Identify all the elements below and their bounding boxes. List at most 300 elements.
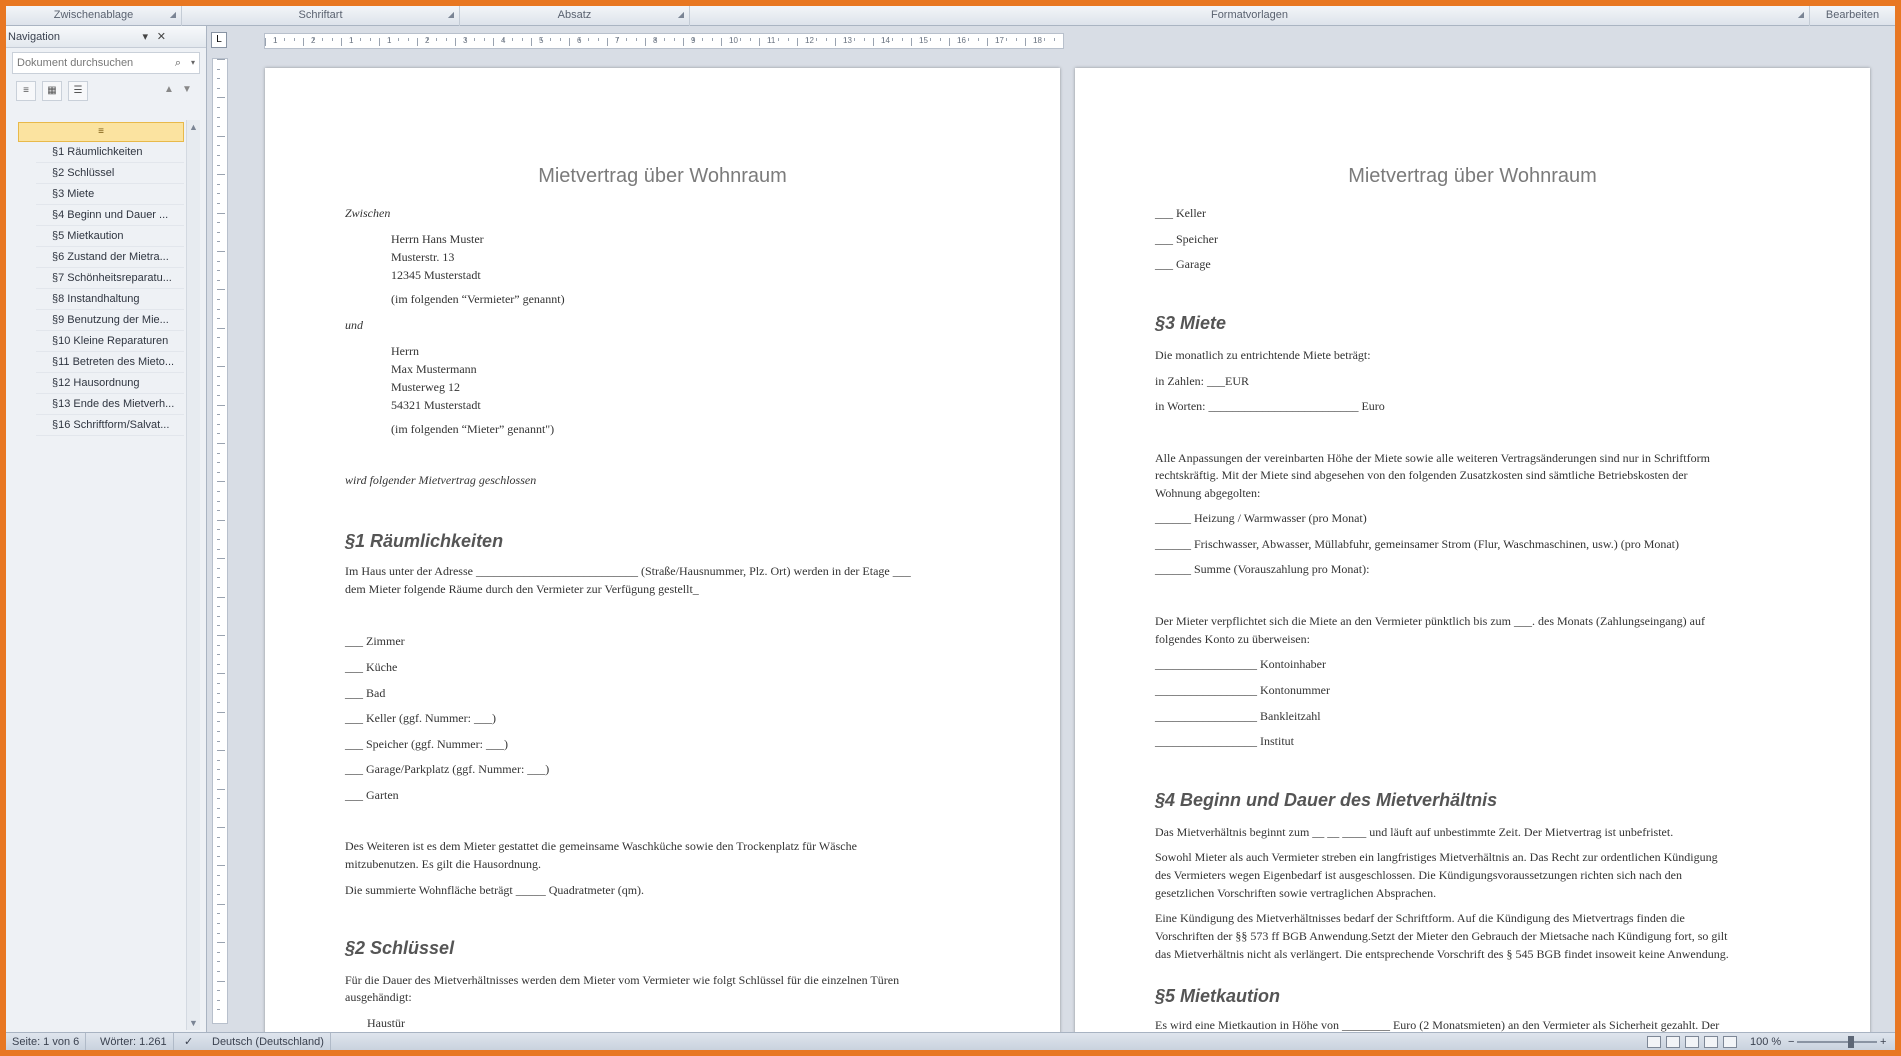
search-placeholder: Dokument durchsuchen bbox=[17, 57, 134, 69]
ruler-tick bbox=[797, 38, 798, 46]
heading-list bbox=[12, 122, 184, 1022]
document-title: Mietvertrag über Wohnraum bbox=[1348, 165, 1597, 187]
word-window bbox=[6, 6, 1895, 1050]
heading-item[interactable]: §12 Hausordnung bbox=[36, 373, 184, 394]
text-line: dem Mieter folgende Räume durch den Vermieter zur Verfügung gestellt_ bbox=[345, 582, 699, 596]
ruler-tick bbox=[531, 38, 532, 46]
ruler-tick bbox=[217, 155, 220, 156]
ruler-tick bbox=[217, 318, 220, 319]
ruler-tick bbox=[816, 38, 817, 41]
ruler-tick bbox=[873, 38, 874, 46]
ruler-tick bbox=[217, 270, 220, 271]
ruler-tick bbox=[217, 69, 220, 70]
full-screen-view-icon[interactable] bbox=[1666, 1036, 1680, 1048]
ruler-tick bbox=[217, 241, 220, 242]
text-line: _________________ Kontoinhaber bbox=[1155, 657, 1326, 671]
ruler-tick bbox=[217, 193, 220, 194]
ruler-tick bbox=[217, 309, 220, 310]
text-line: mitzubenutzen. Es gilt die Hausordnung. bbox=[345, 857, 541, 871]
document-search-input[interactable] bbox=[12, 52, 200, 74]
text-line: _________________ Institut bbox=[1155, 734, 1295, 748]
ruler-tick bbox=[569, 38, 570, 46]
text-line: ___ Speicher bbox=[1155, 232, 1218, 246]
heading-item[interactable]: §1 Räumlichkeiten bbox=[36, 142, 184, 163]
text-line: Zwischen bbox=[345, 206, 391, 220]
ruler-tick bbox=[408, 38, 409, 41]
ruler-tick bbox=[217, 942, 225, 943]
ruler-tick bbox=[217, 702, 220, 703]
ruler-tick bbox=[512, 38, 513, 41]
ruler-tick bbox=[217, 990, 220, 991]
ruler-tick bbox=[217, 856, 220, 857]
ruler-tick bbox=[217, 222, 220, 223]
ruler-tick bbox=[370, 38, 371, 41]
document-page-2[interactable] bbox=[1075, 68, 1870, 1038]
ruler-tick bbox=[217, 721, 220, 722]
heading-item-top[interactable]: ≡ bbox=[18, 122, 184, 142]
text-line: 12345 Musterstadt bbox=[391, 268, 481, 282]
ruler-tick bbox=[217, 117, 220, 118]
ruler-tick bbox=[217, 405, 225, 406]
language-indicator[interactable]: Deutsch (Deutschland) bbox=[206, 1033, 331, 1050]
ribbon-group-paragraph bbox=[460, 6, 690, 26]
text-line: ______ Heizung / Warmwasser (pro Monat) bbox=[1155, 511, 1367, 525]
ruler-tick bbox=[217, 174, 225, 175]
section-heading: §2 Schlüssel bbox=[345, 938, 455, 958]
ruler-number: 1 bbox=[273, 36, 278, 45]
ruler-tick bbox=[217, 328, 225, 329]
ruler-tick bbox=[217, 184, 220, 185]
ruler-tick bbox=[217, 712, 225, 713]
ruler-tick bbox=[636, 38, 637, 41]
ruler-tick bbox=[217, 952, 220, 953]
ruler-tick bbox=[217, 558, 225, 559]
section-heading: §1 Räumlichkeiten bbox=[345, 531, 504, 551]
ruler-tick bbox=[217, 1000, 220, 1001]
ruler-tick bbox=[217, 568, 220, 569]
text-line: Max Mustermann bbox=[391, 362, 477, 376]
ruler-number: 3 bbox=[463, 36, 468, 45]
search-icon[interactable]: ⌕ bbox=[174, 57, 181, 69]
zoom-in-icon[interactable]: + bbox=[1880, 1036, 1887, 1048]
ruler-number: 11 bbox=[767, 36, 776, 45]
text-line: gesetzlichen Vorschriften sowie vertraglichen Absprachen. bbox=[1155, 886, 1437, 900]
ruler-tick bbox=[217, 654, 220, 655]
scroll-down-icon[interactable]: ▼ bbox=[189, 1018, 198, 1028]
ruler-tick bbox=[217, 126, 220, 127]
previous-heading-icon[interactable]: ▲ bbox=[164, 84, 174, 95]
ruler-tick bbox=[217, 251, 225, 252]
ruler-tick bbox=[864, 38, 865, 41]
ruler-tick bbox=[217, 520, 225, 521]
ruler-tick bbox=[217, 846, 220, 847]
text-line: in Worten: _________________________ Euro bbox=[1155, 399, 1385, 413]
ruler-tick bbox=[217, 904, 225, 905]
navigation-pane bbox=[6, 26, 207, 1032]
text-line: Wohnung abgegolten: bbox=[1155, 486, 1261, 500]
outline-view-icon[interactable] bbox=[1704, 1036, 1718, 1048]
ruler-tick bbox=[217, 981, 225, 982]
ruler-tick bbox=[217, 462, 220, 463]
ruler-number: 12 bbox=[805, 36, 814, 45]
heading-item[interactable]: §2 Schlüssel bbox=[36, 163, 184, 184]
ruler-tick bbox=[493, 38, 494, 46]
text-line: Es wird eine Mietkaution in Höhe von ________ Euro (2 Monatsmieten) an den Vermieter als Sicherheit gezahlt. Der bbox=[1155, 1018, 1720, 1032]
ruler-tick bbox=[294, 38, 295, 41]
ruler-tick bbox=[217, 539, 220, 540]
search-options-icon[interactable]: ▾ bbox=[190, 58, 195, 67]
text-line: Im Haus unter der Adresse ___________________________ (Straße/Hausnummer, Plz. Ort) werden in der Etage ___ bbox=[345, 564, 911, 578]
ruler-tick bbox=[217, 366, 225, 367]
section-heading: §3 Miete bbox=[1155, 313, 1227, 333]
horizontal-ruler[interactable] bbox=[264, 33, 1064, 49]
heading-item[interactable]: §4 Beginn und Dauer ... bbox=[36, 205, 184, 226]
ruler-tick bbox=[217, 145, 220, 146]
ruler-tick bbox=[759, 38, 760, 46]
tab-selector[interactable]: L bbox=[211, 32, 227, 48]
ruler-tick bbox=[778, 38, 779, 41]
text-line: Herrn bbox=[391, 344, 419, 358]
ruler-tick bbox=[217, 443, 225, 444]
ruler-tick bbox=[217, 136, 225, 137]
ruler-tick bbox=[949, 38, 950, 46]
ruler-tick bbox=[560, 38, 561, 41]
ruler-tick bbox=[217, 645, 220, 646]
ruler-tick bbox=[217, 299, 220, 300]
dialog-launcher-icon[interactable]: ◢ bbox=[447, 10, 455, 19]
ruler-tick bbox=[854, 38, 855, 41]
ruler-tick bbox=[417, 38, 418, 46]
navigation-view-buttons bbox=[6, 78, 206, 104]
ruler-tick bbox=[217, 597, 225, 598]
text-line: Die summierte Wohnfläche beträgt _____ Quadratmeter (qm). bbox=[345, 883, 645, 897]
ruler-tick bbox=[217, 424, 220, 425]
zoom-slider-thumb[interactable] bbox=[1848, 1036, 1854, 1048]
navigation-scrollbar[interactable] bbox=[186, 120, 200, 1030]
ruler-tick bbox=[217, 817, 220, 818]
text-line: Haustür bbox=[367, 1016, 405, 1030]
ruler-tick bbox=[826, 38, 827, 41]
ruler-tick bbox=[217, 779, 220, 780]
results-view-icon[interactable]: ☰ bbox=[68, 81, 88, 101]
ruler-tick bbox=[645, 38, 646, 46]
ruler-tick bbox=[683, 38, 684, 46]
ruler-tick bbox=[217, 635, 225, 636]
ribbon-group-styles bbox=[690, 6, 1810, 26]
ruler-tick bbox=[217, 549, 220, 550]
ruler-tick bbox=[217, 673, 225, 674]
text-line: Das Mietverhältnis beginnt zum __ __ ____ und läuft auf unbestimmte Zeit. Der Mietvertrag ist unbefristet. bbox=[1155, 825, 1674, 839]
pane-options-icon[interactable]: ▾ bbox=[142, 31, 148, 43]
ruler-tick bbox=[930, 38, 931, 41]
ruler-tick bbox=[217, 961, 220, 962]
text-line: und bbox=[345, 318, 363, 332]
ruler-tick bbox=[217, 865, 225, 866]
text-line: rechtskräftig. Mit der Miete sind abgesehen von den folgenden Zusatzkosten sind sämtliche Betriebskosten der bbox=[1155, 468, 1688, 482]
ruler-tick bbox=[674, 38, 675, 41]
ruler-tick bbox=[626, 38, 627, 41]
ruler-tick bbox=[217, 760, 220, 761]
heading-item[interactable]: §3 Miete bbox=[36, 184, 184, 205]
ruler-tick bbox=[217, 395, 220, 396]
ribbon-group-label: Formatvorlagen bbox=[1210, 9, 1289, 21]
ruler-number: 16 bbox=[957, 36, 966, 45]
ruler-number: 5 bbox=[539, 36, 544, 45]
print-layout-view-icon[interactable] bbox=[1647, 1036, 1661, 1048]
ruler-tick bbox=[217, 606, 220, 607]
text-line: (im folgenden “Mieter” genannt") bbox=[391, 422, 555, 436]
ruler-tick bbox=[217, 837, 220, 838]
text-line: Vorschriften der §§ 573 ff BGB Anwendung.Setzt der Mieter den Gebrauch der Mietsache nach Kündigung fort, so gilt bbox=[1155, 929, 1728, 943]
text-line: Der Mieter verpflichtet sich die Miete an den Vermieter pünktlich bis zum ___. des Monats (Zahlungseingang) auf bbox=[1155, 614, 1705, 628]
ruler-tick bbox=[1054, 38, 1055, 41]
ruler-tick bbox=[217, 261, 220, 262]
dialog-launcher-icon[interactable]: ◢ bbox=[1797, 10, 1805, 19]
ruler-tick bbox=[217, 875, 220, 876]
ruler-tick bbox=[217, 481, 225, 482]
text-line: ___ Zimmer bbox=[345, 634, 405, 648]
text-line: 54321 Musterstadt bbox=[391, 398, 481, 412]
ruler-tick bbox=[217, 971, 220, 972]
vertical-ruler[interactable] bbox=[212, 58, 228, 1024]
web-layout-view-icon[interactable] bbox=[1685, 1036, 1699, 1048]
ruler-tick bbox=[1016, 38, 1017, 41]
scroll-up-icon[interactable]: ▲ bbox=[189, 122, 198, 132]
ruler-tick bbox=[217, 385, 220, 386]
ruler-tick bbox=[835, 38, 836, 46]
ruler-number: 9 bbox=[691, 36, 696, 45]
zoom-slider[interactable] bbox=[1797, 1041, 1877, 1043]
ruler-tick bbox=[217, 789, 225, 790]
text-line: ___ Küche bbox=[345, 660, 398, 674]
ruler-number: 8 bbox=[653, 36, 658, 45]
ruler-tick bbox=[436, 38, 437, 41]
ruler-tick bbox=[455, 38, 456, 46]
ruler-tick bbox=[217, 683, 220, 684]
ruler-tick bbox=[360, 38, 361, 41]
ruler-tick bbox=[265, 38, 266, 46]
ruler-tick bbox=[217, 827, 225, 828]
ruler-tick bbox=[522, 38, 523, 41]
ruler-tick bbox=[217, 769, 220, 770]
section-heading: §5 Mietkaution bbox=[1155, 986, 1281, 1006]
ruler-tick bbox=[341, 38, 342, 46]
document-title: Mietvertrag über Wohnraum bbox=[538, 165, 787, 187]
pages-view-icon[interactable]: ▦ bbox=[42, 81, 62, 101]
ruler-tick bbox=[217, 616, 220, 617]
close-pane-icon[interactable]: ✕ bbox=[156, 31, 166, 43]
next-heading-icon[interactable]: ▼ bbox=[182, 84, 192, 95]
ruler-tick bbox=[217, 453, 220, 454]
ruler-tick bbox=[217, 501, 220, 502]
ruler-tick bbox=[217, 414, 220, 415]
ruler-tick bbox=[217, 97, 225, 98]
ruler-tick bbox=[398, 38, 399, 41]
ruler-tick bbox=[217, 933, 220, 934]
draft-view-icon[interactable] bbox=[1723, 1036, 1737, 1048]
ruler-tick bbox=[217, 472, 220, 473]
ribbon-group-clipboard bbox=[6, 6, 182, 26]
ruler-tick bbox=[788, 38, 789, 41]
ruler-tick bbox=[217, 529, 220, 530]
ruler-tick bbox=[217, 625, 220, 626]
text-line: ___ Keller bbox=[1155, 206, 1206, 220]
text-line: Sowohl Mieter als auch Vermieter streben ein langfristiges Mietverhältnis an. Das Recht zur ordentlichen Kündigung bbox=[1155, 850, 1718, 864]
text-line: ___ Speicher (ggf. Nummer: ___) bbox=[345, 737, 508, 751]
ruler-number: 2 bbox=[425, 36, 430, 45]
ruler-tick bbox=[217, 203, 220, 204]
ruler-tick bbox=[217, 376, 220, 377]
ruler-tick bbox=[217, 587, 220, 588]
ribbon-group-label: Schriftart bbox=[298, 9, 343, 21]
ruler-tick bbox=[978, 38, 979, 41]
ruler-tick bbox=[217, 433, 220, 434]
ruler-tick bbox=[217, 107, 220, 108]
ruler-number: 6 bbox=[577, 36, 582, 45]
ruler-tick bbox=[217, 741, 220, 742]
ruler-tick bbox=[217, 213, 225, 214]
ruler-number: 13 bbox=[843, 36, 852, 45]
heading-item[interactable]: §6 Zustand der Mietra... bbox=[36, 247, 184, 268]
text-line: Eine Kündigung des Mietverhältnisses bedarf der Schriftform. Auf die Kündigung des Mietvertrags finden die bbox=[1155, 911, 1685, 925]
text-line: _________________ Kontonummer bbox=[1155, 683, 1330, 697]
text-line: (im folgenden “Vermieter” genannt) bbox=[391, 292, 565, 306]
ruler-tick bbox=[217, 165, 220, 166]
text-line: folgendes Konto zu überweisen: bbox=[1155, 632, 1310, 646]
ruler-tick bbox=[379, 38, 380, 46]
text-line: ___ Keller (ggf. Nummer: ___) bbox=[345, 711, 496, 725]
ruler-tick bbox=[902, 38, 903, 41]
ruler-tick bbox=[940, 38, 941, 41]
ruler-tick bbox=[217, 78, 220, 79]
text-line: ___ Garage/Parkplatz (ggf. Nummer: ___) bbox=[345, 762, 550, 776]
ruler-tick bbox=[217, 885, 220, 886]
text-line: _________________ Bankleitzahl bbox=[1155, 709, 1321, 723]
heading-item[interactable]: §9 Benutzung der Mie... bbox=[36, 310, 184, 331]
ribbon-group-label: Zwischenablage bbox=[53, 9, 134, 21]
ruler-tick bbox=[607, 38, 608, 46]
dialog-launcher-icon[interactable]: ◢ bbox=[677, 10, 685, 19]
page-count[interactable]: Seite: 1 von 6 bbox=[6, 1033, 86, 1050]
ruler-tick bbox=[217, 357, 220, 358]
ribbon-group-label: Absatz bbox=[557, 9, 592, 21]
ruler-tick bbox=[588, 38, 589, 41]
ruler-tick bbox=[217, 913, 220, 914]
heading-item[interactable]: §16 Schriftform/Salvat... bbox=[36, 415, 184, 436]
ruler-number: 2 bbox=[311, 36, 316, 45]
text-line: wird folgender Mietvertrag geschlossen bbox=[345, 473, 537, 487]
ruler-tick bbox=[968, 38, 969, 41]
text-line: das Mietverhältnis nicht als verlängert. Die entsprechende Vorschrift des § 545 BGB findet insoweit keine Anwendung. bbox=[1155, 947, 1729, 961]
ruler-tick bbox=[217, 337, 220, 338]
ruler-tick bbox=[721, 38, 722, 46]
text-line: Des Weiteren ist es dem Mieter gestattet die gemeinsame Waschküche sowie den Trockenplatz für Wäsche bbox=[345, 839, 857, 853]
ruler-tick bbox=[217, 289, 225, 290]
ruler-tick bbox=[550, 38, 551, 41]
ruler-tick bbox=[740, 38, 741, 41]
ruler-tick bbox=[702, 38, 703, 41]
heading-item[interactable]: §5 Mietkaution bbox=[36, 226, 184, 247]
text-line: ______ Frischwasser, Abwasser, Müllabfuhr, gemeinsamer Strom (Flur, Waschmaschinen, usw.) (pro Monat) bbox=[1155, 537, 1680, 551]
ribbon-group-label: Bearbeiten bbox=[1825, 9, 1880, 21]
text-line: ___ Garage bbox=[1155, 257, 1211, 271]
ruler-tick bbox=[217, 59, 225, 60]
ruler-tick bbox=[217, 510, 220, 511]
text-line: Für die Dauer des Mietverhältnisses werden dem Mieter vom Vermieter wie folgt Schlüssel für die einzelnen Türen bbox=[345, 973, 900, 987]
ruler-tick bbox=[217, 923, 220, 924]
ruler-tick bbox=[1006, 38, 1007, 41]
heading-item[interactable]: §8 Instandhaltung bbox=[36, 289, 184, 310]
ruler-tick bbox=[332, 38, 333, 41]
ruler-tick bbox=[217, 750, 225, 751]
text-line: Die monatlich zu entrichtende Miete beträgt: bbox=[1155, 348, 1371, 362]
ruler-tick bbox=[217, 798, 220, 799]
ruler-tick bbox=[217, 347, 220, 348]
ruler-number: 4 bbox=[501, 36, 506, 45]
word-count[interactable]: Wörter: 1.261 bbox=[94, 1033, 174, 1050]
ruler-tick bbox=[911, 38, 912, 46]
ribbon-group-bar bbox=[6, 6, 1895, 26]
zoom-level[interactable]: 100 % bbox=[1750, 1036, 1782, 1048]
ruler-tick bbox=[217, 88, 220, 89]
ruler-tick bbox=[712, 38, 713, 41]
ruler-tick bbox=[217, 1009, 220, 1010]
navigation-pane-header bbox=[6, 26, 206, 48]
ruler-tick bbox=[987, 38, 988, 46]
ribbon-group-editing bbox=[1810, 6, 1895, 26]
ruler-number: 17 bbox=[995, 36, 1004, 45]
text-line: in Zahlen: ___EUR bbox=[1155, 374, 1249, 388]
ruler-tick bbox=[750, 38, 751, 41]
dialog-launcher-icon[interactable]: ◢ bbox=[169, 10, 177, 19]
heading-item[interactable]: §10 Kleine Reparaturen bbox=[36, 331, 184, 352]
ruler-tick bbox=[217, 232, 220, 233]
headings-view-icon[interactable]: ≡ bbox=[16, 81, 36, 101]
heading-item[interactable]: §11 Betreten des Mieto... bbox=[36, 352, 184, 373]
ruler-number: 7 bbox=[615, 36, 620, 45]
text-line: Musterweg 12 bbox=[391, 380, 460, 394]
ruler-number: 14 bbox=[881, 36, 890, 45]
ruler-tick bbox=[284, 38, 285, 41]
ruler-number: 1 bbox=[387, 36, 392, 45]
ruler-number: 18 bbox=[1033, 36, 1042, 45]
zoom-out-icon[interactable]: − bbox=[1788, 1036, 1795, 1048]
text-line: Musterstr. 13 bbox=[391, 250, 455, 264]
heading-item[interactable]: §7 Schönheitsreparatu... bbox=[36, 268, 184, 289]
ruler-tick bbox=[217, 693, 220, 694]
ruler-tick bbox=[1044, 38, 1045, 41]
ruler-number: 1 bbox=[349, 36, 354, 45]
proofing-icon[interactable]: ✓ bbox=[184, 1036, 194, 1048]
ruler-tick bbox=[1025, 38, 1026, 46]
ruler-tick bbox=[217, 808, 220, 809]
text-line: ausgehändigt: bbox=[345, 990, 412, 1004]
ruler-tick bbox=[217, 894, 220, 895]
text-line: ______ Summe (Vorauszahlung pro Monat): bbox=[1155, 562, 1370, 576]
ruler-tick bbox=[217, 280, 220, 281]
ruler-tick bbox=[892, 38, 893, 41]
document-page-1[interactable] bbox=[265, 68, 1060, 1038]
ruler-tick bbox=[598, 38, 599, 41]
ruler-number: 10 bbox=[729, 36, 738, 45]
heading-item[interactable]: §13 Ende des Mietverh... bbox=[36, 394, 184, 415]
ruler-tick bbox=[217, 577, 220, 578]
text-line: des Vermieters wegen Eigenbedarf ist ausgeschlossen. Die Kündigungsvoraussetzungen richten sich nach den bbox=[1155, 868, 1682, 882]
ruler-tick bbox=[322, 38, 323, 41]
ruler-tick bbox=[217, 731, 220, 732]
text-line: Herrn Hans Muster bbox=[391, 232, 484, 246]
status-bar bbox=[6, 1032, 1895, 1050]
